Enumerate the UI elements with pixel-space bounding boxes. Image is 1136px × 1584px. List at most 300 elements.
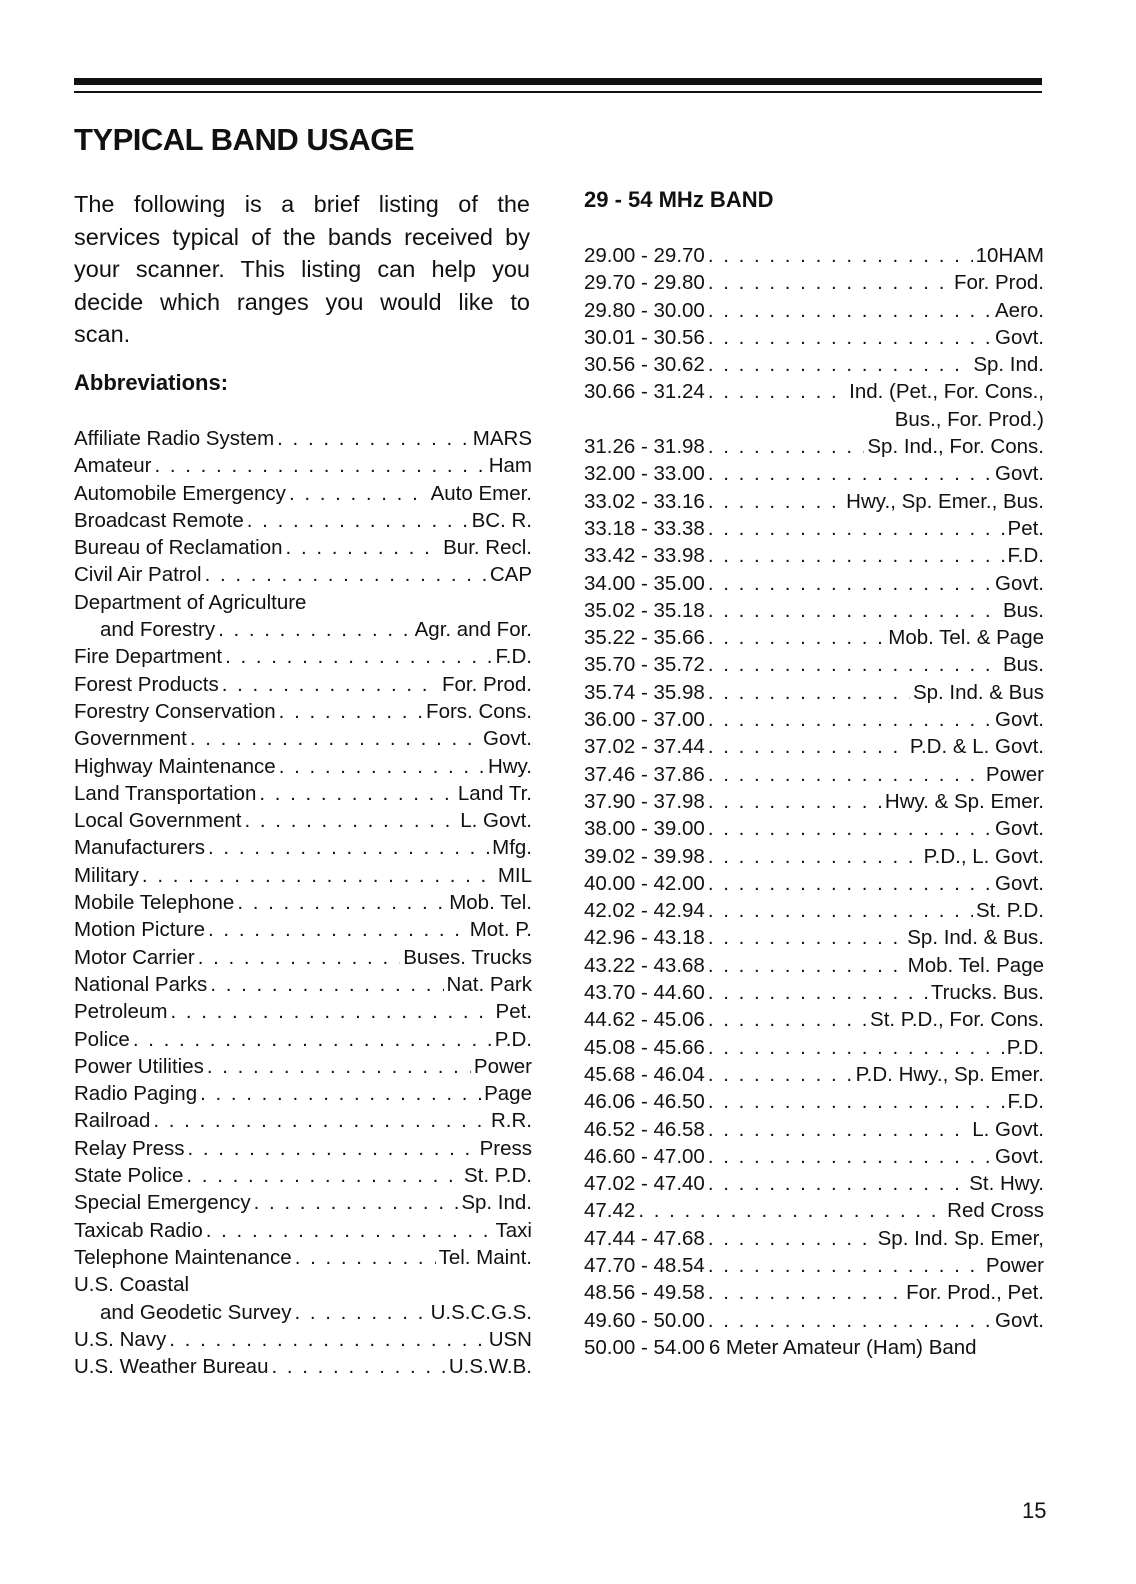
frequency-range: 46.52 - 46.58 xyxy=(584,1117,705,1141)
abbreviation-row xyxy=(74,944,532,971)
frequency-range: 45.68 - 46.04 xyxy=(584,1062,705,1086)
abbreviation-name: National Parks xyxy=(74,972,208,996)
abbreviation-name: Amateur xyxy=(74,454,152,478)
leader-dots xyxy=(708,297,992,324)
service-usage: Power xyxy=(985,1253,1044,1277)
band-row xyxy=(584,433,1044,460)
abbreviation-code: Nat. Park xyxy=(446,972,532,996)
header-rule-thick xyxy=(74,78,1042,85)
service-usage: Govt. xyxy=(995,1308,1044,1332)
leader-dots xyxy=(708,624,885,651)
abbreviation-code: U.S.C.G.S. xyxy=(430,1300,532,1324)
band-row xyxy=(584,406,1044,433)
abbreviation-row xyxy=(74,1026,532,1053)
abbreviation-name: Bureau of Reclamation xyxy=(74,536,283,560)
band-row xyxy=(584,460,1044,487)
band-row xyxy=(584,1279,1044,1306)
frequency-range: 46.06 - 46.50 xyxy=(584,1090,705,1114)
frequency-range: 35.22 - 35.66 xyxy=(584,626,705,650)
abbreviation-name: State Police xyxy=(74,1164,184,1188)
band-row xyxy=(584,1197,1044,1224)
leader-dots xyxy=(153,1107,488,1134)
frequency-range: 35.02 - 35.18 xyxy=(584,598,705,622)
abbreviation-name: Forestry Conservation xyxy=(74,699,276,723)
band-row xyxy=(584,897,1044,924)
band-row xyxy=(584,515,1044,542)
leader-dots xyxy=(207,1053,471,1080)
service-usage: Pet. xyxy=(1007,516,1044,540)
band-row xyxy=(584,788,1044,815)
band-row xyxy=(584,378,1044,405)
abbreviation-code: Press xyxy=(479,1136,532,1160)
abbreviation-row xyxy=(74,725,532,752)
frequency-range: 36.00 - 37.00 xyxy=(584,708,705,732)
leader-dots xyxy=(708,788,882,815)
service-usage: Ind. (Pet., For. Cons., xyxy=(849,380,1044,404)
abbreviation-name: and Forestry xyxy=(100,618,216,642)
leader-dots xyxy=(708,351,971,378)
leader-dots xyxy=(708,952,905,979)
band-row xyxy=(584,1307,1044,1334)
band-row xyxy=(584,1334,1044,1361)
frequency-range: 47.02 - 47.40 xyxy=(584,1172,705,1196)
leader-dots xyxy=(708,979,928,1006)
frequency-range: 30.01 - 30.56 xyxy=(584,325,705,349)
leader-dots xyxy=(708,1116,969,1143)
abbreviation-code: MIL xyxy=(497,863,532,887)
leader-dots xyxy=(708,1143,992,1170)
header-rule-thin xyxy=(74,91,1042,93)
service-usage: Aero. xyxy=(995,298,1044,322)
abbreviation-name: Petroleum xyxy=(74,1000,168,1024)
abbreviation-name: Local Government xyxy=(74,809,242,833)
abbreviation-name: Radio Paging xyxy=(74,1082,198,1106)
leader-dots xyxy=(277,425,470,452)
service-usage: P.D. xyxy=(1006,1035,1044,1059)
abbreviation-row xyxy=(74,889,532,916)
abbreviation-code: Fors. Cons. xyxy=(426,699,532,723)
band-row xyxy=(584,324,1044,351)
band-row xyxy=(584,242,1044,269)
abbreviation-code: Bur. Recl. xyxy=(443,536,532,560)
abbreviation-code: MARS xyxy=(472,427,532,450)
band-row xyxy=(584,733,1044,760)
abbreviation-row xyxy=(74,834,532,861)
service-usage: Sp. Ind. & Bus. xyxy=(907,926,1044,950)
frequency-range: 37.46 - 37.86 xyxy=(584,762,705,786)
abbreviation-code: U.S.W.B. xyxy=(448,1355,532,1379)
service-usage: Sp. Ind. Sp. Emer, xyxy=(877,1226,1044,1250)
service-usage: Govt. xyxy=(995,1144,1044,1168)
abbreviation-name: Land Transportation xyxy=(74,781,257,805)
abbreviation-code: Land Tr. xyxy=(457,781,532,805)
abbreviation-code: F.D. xyxy=(495,645,532,669)
abbreviation-row xyxy=(74,807,532,834)
abbreviation-code: Agr. and For. xyxy=(414,618,532,642)
abbreviation-row xyxy=(74,671,532,698)
frequency-range: 33.42 - 33.98 xyxy=(584,544,705,568)
service-usage: Trucks. Bus. xyxy=(930,981,1044,1005)
leader-dots xyxy=(222,671,439,698)
service-usage: Power xyxy=(985,762,1044,786)
abbreviation-row xyxy=(74,780,532,807)
leader-dots xyxy=(708,651,1000,678)
frequency-range: 35.70 - 35.72 xyxy=(584,653,705,677)
abbreviation-name: Broadcast Remote xyxy=(74,508,244,532)
frequency-range: 29.80 - 30.00 xyxy=(584,298,705,322)
abbreviation-name: Taxicab Radio xyxy=(74,1218,203,1242)
page-number: 15 xyxy=(1022,1498,1047,1523)
abbreviation-code: Auto Emer. xyxy=(430,481,532,505)
frequency-range: 46.60 - 47.00 xyxy=(584,1144,705,1168)
leader-dots xyxy=(169,1326,485,1353)
band-row xyxy=(584,542,1044,569)
leader-dots xyxy=(198,944,401,971)
band-row xyxy=(584,597,1044,624)
abbreviation-name: Motion Picture xyxy=(74,918,206,942)
band-row xyxy=(584,488,1044,515)
abbreviation-code: Power xyxy=(473,1054,532,1078)
leader-dots xyxy=(708,542,1005,569)
abbreviation-code: R.R. xyxy=(491,1109,532,1133)
band-row xyxy=(584,1252,1044,1279)
leader-dots xyxy=(237,889,446,916)
abbreviations-list xyxy=(74,425,532,1380)
leader-dots xyxy=(200,1080,481,1107)
service-usage: Govt. xyxy=(995,571,1044,595)
leader-dots xyxy=(708,706,992,733)
leader-dots xyxy=(708,761,983,788)
leader-dots xyxy=(708,1088,1005,1115)
frequency-range: 30.56 - 30.62 xyxy=(584,353,705,377)
service-usage: F.D. xyxy=(1007,544,1044,568)
leader-dots xyxy=(254,1189,459,1216)
band-row xyxy=(584,1170,1044,1197)
leader-dots xyxy=(218,616,412,643)
frequency-range: 42.96 - 43.18 xyxy=(584,926,705,950)
frequency-range: 30.66 - 31.24 xyxy=(584,380,705,404)
service-usage: P.D. Hwy., Sp. Emer. xyxy=(855,1062,1044,1086)
abbreviation-name: and Geodetic Survey xyxy=(100,1300,292,1324)
leader-dots xyxy=(708,324,992,351)
leader-dots xyxy=(210,971,443,998)
abbreviation-name: Civil Air Patrol xyxy=(74,563,202,587)
abbreviation-code: Taxi xyxy=(495,1218,532,1242)
leader-dots xyxy=(286,534,441,561)
frequency-range: 49.60 - 50.00 xyxy=(584,1308,705,1332)
leader-dots xyxy=(205,561,487,588)
band-row xyxy=(584,1143,1044,1170)
leader-dots xyxy=(708,679,910,706)
abbreviation-row xyxy=(74,1162,532,1189)
service-usage: St. P.D., For. Cons. xyxy=(870,1008,1044,1032)
frequency-range: 35.74 - 35.98 xyxy=(584,680,705,704)
intro-paragraph: The following is a brief listing of the services typical of the bands received by your scanner. This listing can help you decide which ranges you would like to scan. xyxy=(74,191,530,347)
band-usage-list xyxy=(584,242,1044,1361)
abbreviation-name: Military xyxy=(74,863,139,887)
leader-dots xyxy=(271,1353,445,1380)
service-usage: Hwy. & Sp. Emer. xyxy=(884,789,1044,813)
service-usage: St. Hwy. xyxy=(969,1172,1044,1196)
band-row xyxy=(584,1225,1044,1252)
abbreviation-row xyxy=(74,698,532,725)
abbreviation-name: U.S. Navy xyxy=(74,1327,167,1351)
service-usage: Sp. Ind. xyxy=(973,353,1044,377)
service-usage: Mob. Tel. & Page xyxy=(888,626,1044,650)
abbreviation-row xyxy=(74,643,532,670)
abbreviation-row xyxy=(74,1353,532,1380)
abbreviation-row xyxy=(74,480,532,507)
abbreviation-name: Railroad xyxy=(74,1109,151,1133)
frequency-range: 31.26 - 31.98 xyxy=(584,435,705,459)
abbreviation-row xyxy=(74,971,532,998)
band-row xyxy=(584,297,1044,324)
band-row xyxy=(584,570,1044,597)
service-usage: Hwy., Sp. Emer., Bus. xyxy=(846,489,1044,513)
frequency-range: 29.70 - 29.80 xyxy=(584,271,705,295)
abbreviation-code: Buses. Trucks xyxy=(403,945,532,969)
service-usage: Bus. xyxy=(1002,653,1044,677)
leader-dots xyxy=(279,753,485,780)
abbreviation-row xyxy=(74,1271,532,1298)
abbreviation-name: Motor Carrier xyxy=(74,945,195,969)
abbreviation-name: Fire Department xyxy=(74,645,223,669)
leader-dots xyxy=(708,815,992,842)
leader-dots xyxy=(708,1006,867,1033)
leader-dots xyxy=(708,1225,875,1252)
frequency-range: 29.00 - 29.70 xyxy=(584,244,705,267)
abbreviation-name: Forest Products xyxy=(74,672,219,696)
band-row xyxy=(584,1088,1044,1115)
service-usage: Govt. xyxy=(995,462,1044,486)
abbreviation-code: CAP xyxy=(489,563,532,587)
band-row xyxy=(584,1116,1044,1143)
leader-dots xyxy=(142,862,495,889)
service-usage: Bus., For. Prod.) xyxy=(894,407,1044,431)
band-row xyxy=(584,706,1044,733)
leader-dots xyxy=(708,1279,903,1306)
leader-dots xyxy=(245,807,458,834)
service-usage: Sp. Ind. & Bus xyxy=(912,680,1044,704)
frequency-range: 44.62 - 45.06 xyxy=(584,1008,705,1032)
leader-dots xyxy=(279,698,423,725)
service-usage: 6 Meter Amateur (Ham) Band xyxy=(708,1335,977,1359)
service-usage: Govt. xyxy=(995,708,1044,732)
abbreviations-heading: Abbreviations: xyxy=(74,370,229,395)
abbreviation-code: For. Prod. xyxy=(441,672,532,696)
abbreviation-name: Mobile Telephone xyxy=(74,891,235,915)
frequency-range: 48.56 - 49.58 xyxy=(584,1281,705,1305)
leader-dots xyxy=(638,1197,944,1224)
leader-dots xyxy=(708,242,973,269)
band-row xyxy=(584,679,1044,706)
frequency-range: 47.42 xyxy=(584,1199,636,1223)
abbreviation-code: Mfg. xyxy=(492,836,532,860)
abbreviation-row xyxy=(74,862,532,889)
frequency-range: 34.00 - 35.00 xyxy=(584,571,705,595)
leader-dots xyxy=(708,269,951,296)
frequency-range: 32.00 - 33.00 xyxy=(584,462,705,486)
abbreviation-row xyxy=(74,1080,532,1107)
abbreviation-row xyxy=(74,1244,532,1271)
leader-dots xyxy=(190,725,480,752)
service-usage: Sp. Ind., For. Cons. xyxy=(867,435,1044,459)
abbreviation-row xyxy=(74,998,532,1025)
band-row xyxy=(584,843,1044,870)
abbreviation-code: Govt. xyxy=(483,727,532,751)
service-usage: Red Cross xyxy=(947,1199,1044,1223)
leader-dots xyxy=(708,870,992,897)
abbreviation-row xyxy=(74,589,532,616)
band-row xyxy=(584,1061,1044,1088)
frequency-range: 47.44 - 47.68 xyxy=(584,1226,705,1250)
band-heading: 29 - 54 MHz BAND xyxy=(584,187,774,212)
service-usage: Govt. xyxy=(995,871,1044,895)
leader-dots xyxy=(133,1026,492,1053)
frequency-range: 40.00 - 42.00 xyxy=(584,871,705,895)
leader-dots xyxy=(289,480,428,507)
band-row xyxy=(584,815,1044,842)
abbreviation-code: Page xyxy=(484,1082,532,1106)
leader-dots xyxy=(259,780,455,807)
abbreviation-name: Affiliate Radio System xyxy=(74,427,275,450)
frequency-range: 45.08 - 45.66 xyxy=(584,1035,705,1059)
abbreviation-name: Highway Maintenance xyxy=(74,754,276,778)
leader-dots xyxy=(206,1217,493,1244)
leader-dots xyxy=(294,1299,427,1326)
abbreviation-code: Sp. Ind. xyxy=(461,1191,532,1215)
abbreviation-code: Mob. Tel. xyxy=(449,891,532,915)
abbreviation-row xyxy=(74,1107,532,1134)
service-usage: Mob. Tel. Page xyxy=(907,953,1044,977)
band-row xyxy=(584,924,1044,951)
service-usage: P.D., L. Govt. xyxy=(923,844,1044,868)
abbreviation-code: L. Govt. xyxy=(460,809,532,833)
abbreviation-row xyxy=(74,616,532,643)
service-usage: Govt. xyxy=(995,817,1044,841)
frequency-range: 33.02 - 33.16 xyxy=(584,489,705,513)
abbreviation-code: St. P.D. xyxy=(464,1164,532,1188)
frequency-range: 43.22 - 43.68 xyxy=(584,953,705,977)
abbreviation-row xyxy=(74,507,532,534)
band-row xyxy=(584,870,1044,897)
band-row xyxy=(584,1034,1044,1061)
abbreviation-row xyxy=(74,1217,532,1244)
abbreviation-name: U.S. Weather Bureau xyxy=(74,1355,269,1379)
page-title: TYPICAL BAND USAGE xyxy=(74,122,415,157)
band-row xyxy=(584,624,1044,651)
leader-dots xyxy=(708,843,921,870)
leader-dots xyxy=(708,1061,853,1088)
abbreviation-name: Special Emergency xyxy=(74,1191,251,1215)
abbreviation-code: Hwy. xyxy=(487,754,532,778)
band-row xyxy=(584,1006,1044,1033)
abbreviation-code: USN xyxy=(488,1327,532,1351)
leader-dots xyxy=(170,998,492,1025)
leader-dots xyxy=(708,378,846,405)
leader-dots xyxy=(708,488,843,515)
leader-dots xyxy=(708,733,907,760)
abbreviation-row xyxy=(74,452,532,479)
frequency-range: 39.02 - 39.98 xyxy=(584,844,705,868)
leader-dots xyxy=(154,452,485,479)
band-row xyxy=(584,269,1044,296)
abbreviation-name: U.S. Coastal xyxy=(74,1273,190,1297)
band-row xyxy=(584,761,1044,788)
frequency-range: 43.70 - 44.60 xyxy=(584,981,705,1005)
abbreviation-name: Police xyxy=(74,1027,130,1051)
frequency-range: 47.70 - 48.54 xyxy=(584,1253,705,1277)
leader-dots xyxy=(708,897,973,924)
leader-dots xyxy=(708,1170,966,1197)
leader-dots xyxy=(708,460,992,487)
service-usage: For. Prod. xyxy=(953,271,1044,295)
abbreviation-name: Government xyxy=(74,727,187,751)
abbreviation-name: Power Utilities xyxy=(74,1054,204,1078)
leader-dots xyxy=(708,1034,1004,1061)
leader-dots xyxy=(708,570,992,597)
leader-dots xyxy=(208,834,489,861)
abbreviation-row xyxy=(74,1299,532,1326)
abbreviation-row xyxy=(74,561,532,588)
abbreviation-name: Department of Agriculture xyxy=(74,590,307,614)
abbreviation-name: Telephone Maintenance xyxy=(74,1245,292,1269)
leader-dots xyxy=(708,515,1005,542)
leader-dots xyxy=(708,433,865,460)
band-row xyxy=(584,351,1044,378)
abbreviation-row xyxy=(74,1189,532,1216)
abbreviation-code: BC. R. xyxy=(471,508,532,532)
service-usage: St. P.D. xyxy=(976,899,1044,923)
leader-dots xyxy=(208,916,467,943)
service-usage: Govt. xyxy=(995,325,1044,349)
leader-dots xyxy=(225,643,492,670)
service-usage: L. Govt. xyxy=(972,1117,1044,1141)
abbreviation-row xyxy=(74,1135,532,1162)
abbreviation-code: Pet. xyxy=(495,1000,532,1024)
leader-dots xyxy=(295,1244,436,1271)
frequency-range: 50.00 - 54.00 xyxy=(584,1335,705,1359)
leader-dots xyxy=(708,1252,983,1279)
abbreviation-row xyxy=(74,425,532,452)
abbreviation-row xyxy=(74,916,532,943)
frequency-range: 42.02 - 42.94 xyxy=(584,899,705,923)
frequency-range: 38.00 - 39.00 xyxy=(584,817,705,841)
abbreviation-row xyxy=(74,534,532,561)
service-usage: 10HAM xyxy=(975,244,1044,267)
leader-dots xyxy=(186,1162,461,1189)
frequency-range: 33.18 - 33.38 xyxy=(584,516,705,540)
abbreviation-code: Tel. Maint. xyxy=(438,1245,532,1269)
band-row xyxy=(584,651,1044,678)
service-usage: F.D. xyxy=(1007,1090,1044,1114)
abbreviation-code: P.D. xyxy=(494,1027,532,1051)
leader-dots xyxy=(188,1135,477,1162)
leader-dots xyxy=(708,924,904,951)
service-usage: P.D. & L. Govt. xyxy=(909,735,1044,759)
frequency-range: 37.90 - 37.98 xyxy=(584,789,705,813)
band-row xyxy=(584,979,1044,1006)
abbreviation-name: Manufacturers xyxy=(74,836,206,860)
service-usage: For. Prod., Pet. xyxy=(906,1281,1044,1305)
abbreviation-code: Mot. P. xyxy=(469,918,532,942)
leader-dots xyxy=(708,1307,992,1334)
abbreviation-name: Automobile Emergency xyxy=(74,481,286,505)
abbreviation-row xyxy=(74,753,532,780)
leader-dots xyxy=(247,507,469,534)
service-usage: Bus. xyxy=(1002,598,1044,622)
abbreviation-code: Ham xyxy=(488,454,532,478)
